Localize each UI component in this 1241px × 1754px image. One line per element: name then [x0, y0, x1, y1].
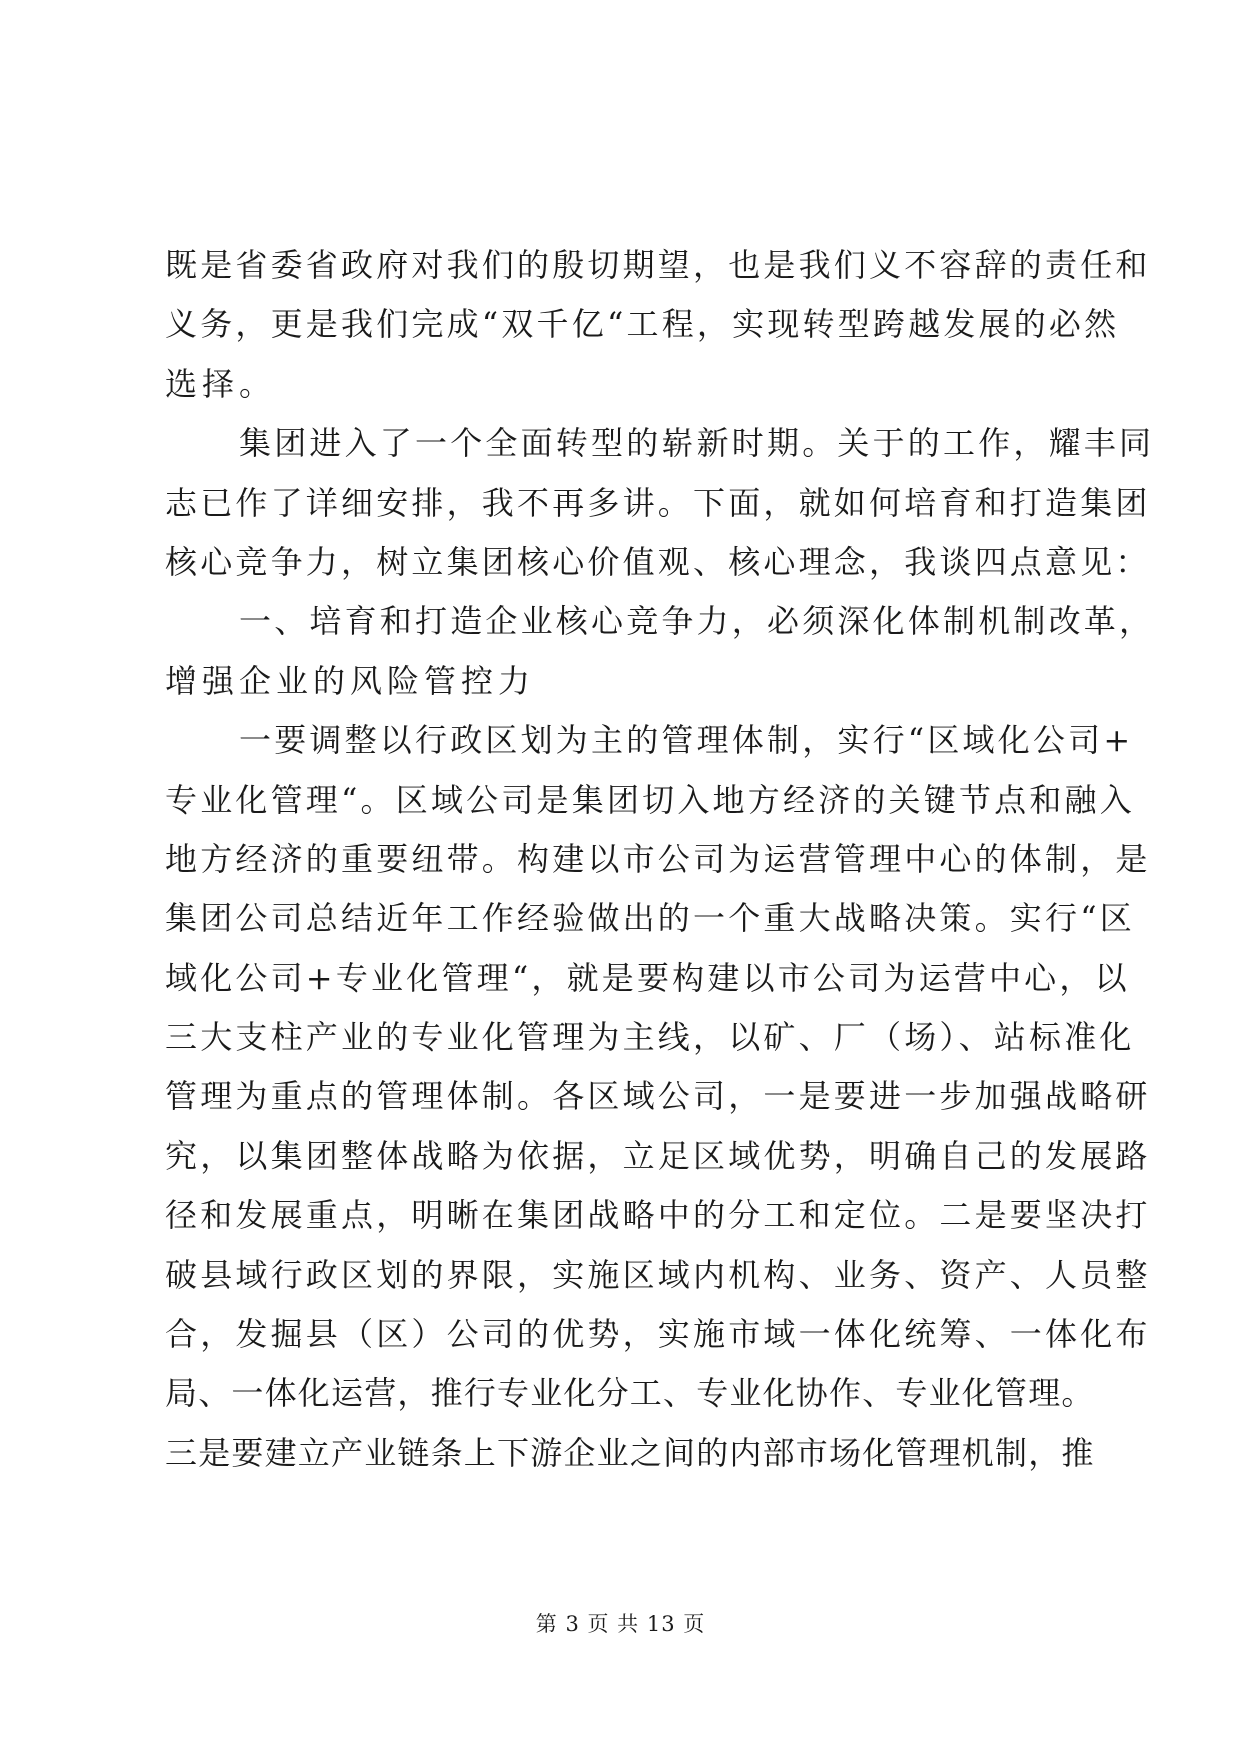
text-line: 义务，更是我们完成“双千亿“工程，实现转型跨越发展的必然: [165, 305, 1120, 344]
text-line: 径和发展重点，明晰在集团战略中的分工和定位。二是要坚决打: [165, 1196, 1151, 1235]
text-line: 三是要建立产业链条上下游企业之间的内部市场化管理机制，推: [165, 1433, 1095, 1472]
text-line: 地方经济的重要纽带。构建以市公司为运营管理中心的体制，是: [165, 839, 1151, 878]
text-line: 域化公司+专业化管理“，就是要构建以市公司为运营中心，以: [165, 958, 1130, 997]
text-line: 三大支柱产业的专业化管理为主线，以矿、厂（场）、站标准化: [165, 1018, 1135, 1057]
text-line: 专业化管理“。区域公司是集团切入地方经济的关键节点和融入: [165, 780, 1135, 819]
page-footer: 第 3 页 共 13 页: [535, 1612, 706, 1636]
paragraph-first-line: 一要调整以行政区划为主的管理体制，实行“区域化公司+: [239, 721, 1134, 760]
text-line: 志已作了详细安排，我不再多讲。下面，就如何培育和打造集团: [165, 483, 1151, 522]
document-body: [165, 236, 1155, 1483]
paragraph-first-line: 集团进入了一个全面转型的崭新时期。关于的工作，耀丰同: [239, 424, 1155, 463]
text-line: 局、一体化运营，推行专业化分工、专业化协作、专业化管理。: [165, 1374, 1095, 1413]
section-heading-line: 一、培育和打造企业核心竞争力，必须深化体制机制改革，: [239, 602, 1155, 641]
text-line: 集团公司总结近年工作经验做出的一个重大战略决策。实行“区: [165, 899, 1135, 938]
text-line: 选择。: [165, 364, 277, 403]
text-line: 核心竞争力，树立集团核心价值观、核心理念，我谈四点意见：: [165, 542, 1151, 581]
section-heading-line: 增强企业的风险管控力: [165, 661, 536, 700]
text-line: 究，以集团整体战略为依据，立足区域优势，明确自己的发展路: [165, 1136, 1151, 1175]
text-line: 破县域行政区划的界限，实施区域内机构、业务、资产、人员整: [165, 1255, 1151, 1294]
text-line: 既是省委省政府对我们的殷切期望，也是我们义不容辞的责任和: [165, 246, 1151, 284]
text-line: 合，发掘县（区）公司的优势，实施市域一体化统筹、一体化布: [165, 1315, 1151, 1354]
text-line: 管理为重点的管理体制。各区域公司，一是要进一步加强战略研: [165, 1077, 1151, 1116]
